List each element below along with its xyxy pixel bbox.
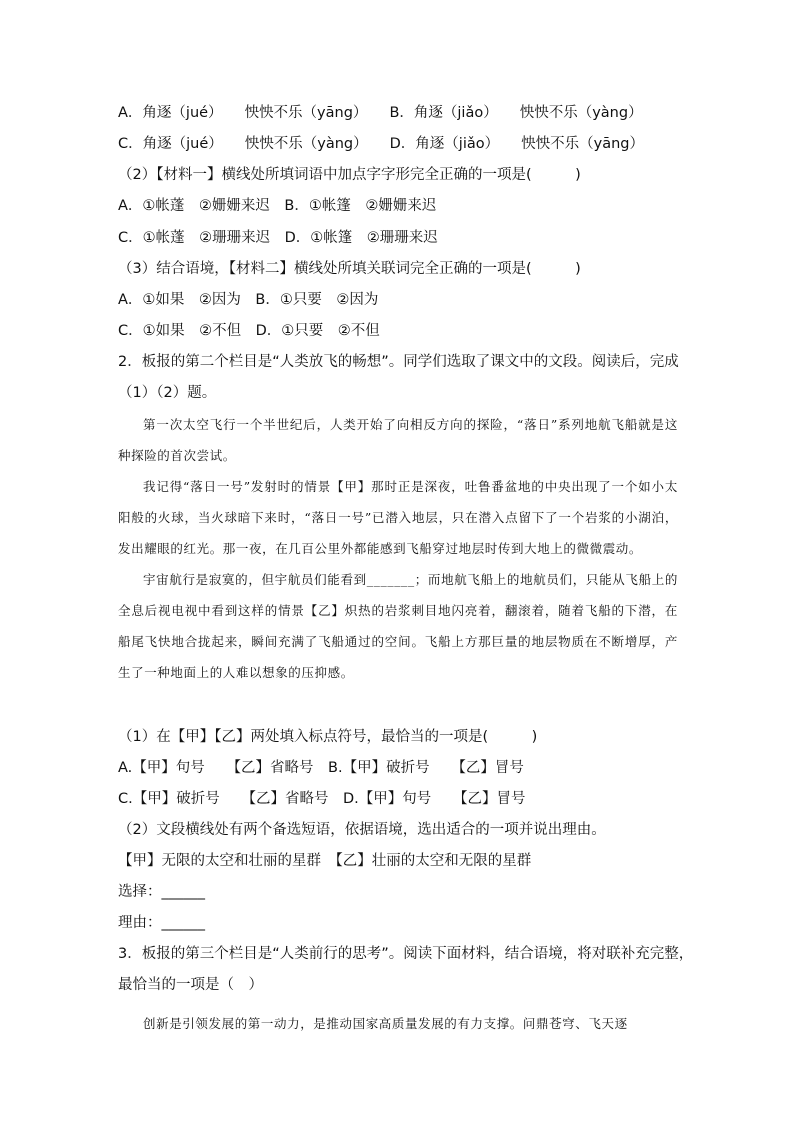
option-row-cd	[118, 134, 644, 154]
option-row-ab: A.【甲】句号 【乙】省略号 B.【甲】破折号 【乙】冒号	[118, 760, 524, 776]
passage-paragraph: 创新是引领发展的第一动力，是推动国家高质量发展的有力支撑。问鼎苍穹、飞天逐	[143, 1016, 628, 1031]
question-stem-continued: 最恰当的一项是（ ）	[118, 977, 263, 993]
option-row-ab: A．①如果 ②因为 B．①只要 ②因为	[118, 292, 379, 308]
option-a-text: 怏怏不乐（yāng）	[244, 105, 368, 121]
choice-blank: 选择：______	[118, 884, 205, 900]
phrase-options: 【甲】无限的太空和壮丽的星群 【乙】壮丽的太空和无限的星群	[118, 853, 532, 869]
passage-paragraph: 宇宙航行是寂寞的，但宇航员们能看到_______；而地航飞船上的地航员们，只能从飞船上的全息后视电视中看到这样的情景【乙】炽热的岩浆刺目地闪亮着，翻滚着，随着飞船的下潜，在船尾飞快地合拢起来，瞬间充满了飞船通过的空间。飞船上方那巨量的地层物质在不断增厚，产生了一种地面上的人难以想象的压抑感。	[118, 572, 678, 680]
option-row-cd: C．①帐蓬 ②珊珊来迟 D．①帐篷 ②珊珊来迟	[118, 230, 438, 246]
question-stem: 3．板报的第三个栏目是“人类前行的思考”。阅读下面材料，结合语境，将对联补充完整，	[118, 946, 694, 962]
question-stem: （3）结合语境，【材料二】横线处所填关联词完全正确的一项是( )	[118, 261, 581, 277]
option-row-ab	[118, 103, 643, 123]
question-stem: （2）【材料一】横线处所填词语中加点字字形完全正确的一项是( )	[118, 167, 581, 183]
option-c-text: 怏怏不乐（yàng）	[244, 136, 368, 152]
option-b-text: 怏怏不乐（yàng）	[519, 105, 643, 121]
reading-passage	[118, 409, 678, 688]
reading-passage	[118, 1008, 678, 1039]
option-row-ab: A．①帐蓬 ②姗姗来迟 B．①帐篷 ②姗姗来迟	[118, 198, 437, 214]
option-c: C．角逐（jué）	[118, 136, 223, 152]
reason-blank: 理由：______	[118, 915, 205, 931]
option-a: A．角逐（jué）	[118, 105, 223, 121]
question-stem: （2）文段横线处有两个备选短语，依据语境，选出适合的一项并说出理由。	[118, 822, 606, 838]
option-b: B．角逐（jiǎo）	[389, 105, 498, 121]
passage-paragraph: 我记得“落日一号”发射时的情景【甲】那时正是深夜，吐鲁番盆地的中央出现了一个如小太阳般的火球，当火球暗下来时，“落日一号”已潜入地层，只在潜入点留下了一个岩浆的小湖泊，发出耀眼的红光。那一夜，在几百公里外都能感到飞船穿过地层时传到大地上的微微震动。	[118, 479, 678, 556]
option-row-cd: C．①如果 ②不但 D．①只要 ②不但	[118, 323, 380, 339]
passage-paragraph: 第一次太空飞行一个半世纪后，人类开始了向相反方向的探险，“落日”系列地航飞船就是这种探险的首次尝试。	[118, 417, 678, 463]
question-stem: （1）在【甲】【乙】两处填入标点符号，最恰当的一项是( )	[118, 729, 538, 745]
option-row-cd: C.【甲】破折号 【乙】省略号 D.【甲】句号 【乙】冒号	[118, 791, 526, 807]
option-d: D．角逐（jiǎo）	[389, 136, 500, 152]
option-d-text: 怏怏不乐（yāng）	[521, 136, 644, 152]
question-stem-continued: （1）（2）题。	[118, 385, 217, 401]
question-stem: 2．板报的第二个栏目是“人类放飞的畅想”。同学们选取了课文中的文段。阅读后，完成	[118, 354, 679, 370]
